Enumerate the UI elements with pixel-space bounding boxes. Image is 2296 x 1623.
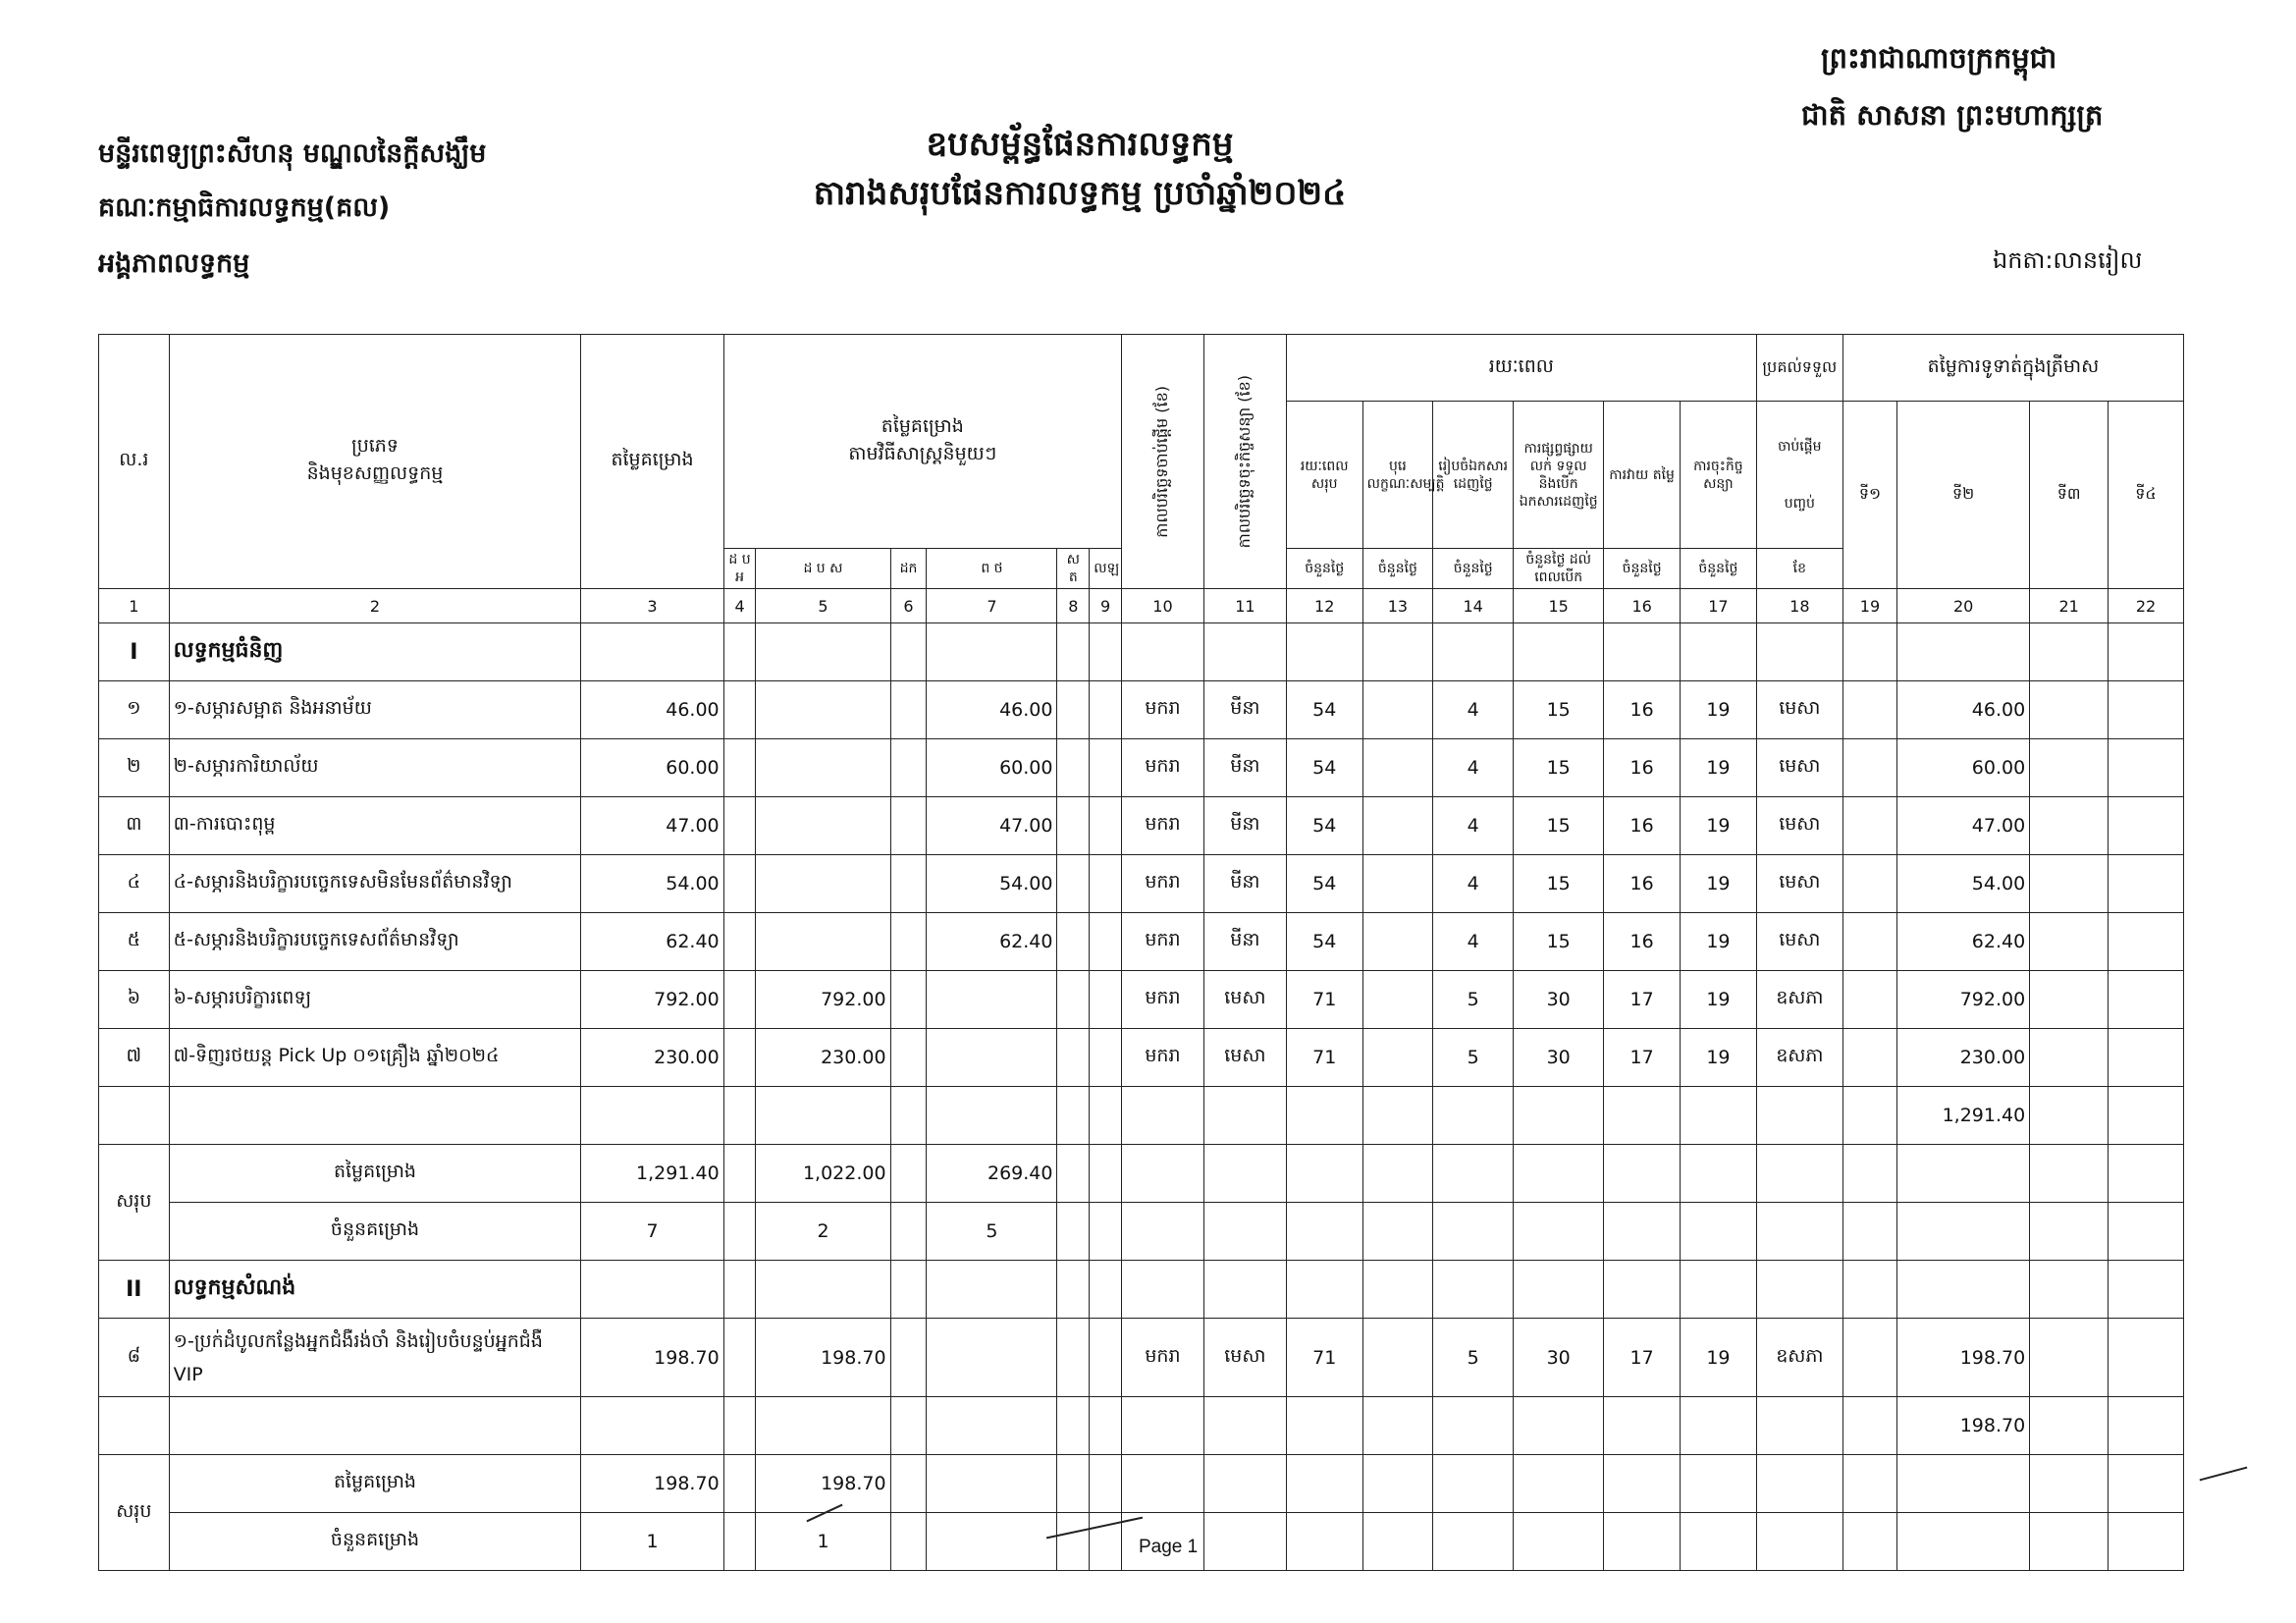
- cell-q2: 230.00: [1897, 1029, 2030, 1087]
- col-receive-start-end: [1756, 402, 1842, 549]
- cell-start: មករា: [1121, 971, 1203, 1029]
- cell-no: ៣: [99, 797, 170, 855]
- cell-q2: 792.00: [1897, 971, 2030, 1029]
- goods-count-total: 7: [581, 1203, 723, 1261]
- col-q3: ទី៣: [2030, 402, 2109, 589]
- cell-contract: មេសា: [1203, 971, 1286, 1029]
- column-number-row: 1 2 3 4 5 6 7 8 9 10 11 12 13 14 15 16 17 18 19 20 21 22: [99, 589, 2184, 623]
- construction-sum-label: សរុប: [99, 1455, 170, 1571]
- construction-total-q2: 198.70: [1897, 1397, 2030, 1455]
- cell-m4: [927, 1029, 1057, 1087]
- goods-sum-m4: 269.40: [927, 1145, 1057, 1203]
- construction-sum-budget: 198.70: [581, 1455, 723, 1513]
- col-budget-by-method: តម្លៃគម្រោង តាមវិធីសាស្ត្រនិមួយៗ: [723, 335, 1121, 549]
- cell-d-sign: 19: [1681, 913, 1757, 971]
- col-budget: តម្លៃគម្រោង: [581, 335, 723, 589]
- cell-budget: 62.40: [581, 913, 723, 971]
- cell-contract: មីនា: [1203, 855, 1286, 913]
- document-subtitle: តារាងសរុបផែនការលទ្ធកម្ម ប្រចាំឆ្នាំ២០២៤: [813, 174, 1347, 213]
- col-no: ល.រ: [99, 335, 170, 589]
- cell-d-open: 30: [1514, 1029, 1604, 1087]
- cell-d-doc: 4: [1433, 855, 1514, 913]
- cell-d-eval: 16: [1604, 681, 1681, 739]
- cell-d-doc: 4: [1433, 913, 1514, 971]
- cell-name: ៦-សម្ភារបរិក្ខារពេទ្យ: [169, 971, 581, 1029]
- col-q2: ទី២: [1897, 402, 2030, 589]
- cell-d-open: 15: [1514, 913, 1604, 971]
- cell-d-total: 54: [1286, 797, 1362, 855]
- cell-d-open: 15: [1514, 855, 1604, 913]
- cell-start: មករា: [1121, 913, 1203, 971]
- cell-d-sign: 19: [1681, 681, 1757, 739]
- procurement-plan-table: [98, 334, 2184, 1571]
- cell-no: ១: [99, 681, 170, 739]
- cell-d-eval: 16: [1604, 913, 1681, 971]
- cell-q2: 47.00: [1897, 797, 2030, 855]
- cell-d-total: 71: [1286, 1029, 1362, 1087]
- goods-count-label: ចំនួនគម្រោង: [169, 1203, 581, 1261]
- cell-d-eval: 16: [1604, 797, 1681, 855]
- cell-budget: 60.00: [581, 739, 723, 797]
- cell-name: ៣-ការបោះពុម្ព: [169, 797, 581, 855]
- cell-m2: 230.00: [756, 1029, 890, 1087]
- cell-receive: មេសា: [1756, 855, 1842, 913]
- cell-d-total: 54: [1286, 855, 1362, 913]
- cell-start: មករា: [1121, 681, 1203, 739]
- cell-contract: មីនា: [1203, 913, 1286, 971]
- col-duration: រយៈពេល: [1286, 335, 1756, 402]
- cell-d-total: 71: [1286, 971, 1362, 1029]
- cell-d-sign: 19: [1681, 855, 1757, 913]
- cell-d-total: 54: [1286, 681, 1362, 739]
- cell-m2: 792.00: [756, 971, 890, 1029]
- col-method-1: ដ ប អ: [723, 549, 756, 589]
- col-method-2: ដ ប ស: [756, 549, 890, 589]
- cell-d-doc: 5: [1433, 971, 1514, 1029]
- cell-name: ៧-ទិញរថយន្ត Pick Up ០១គ្រឿង ឆ្នាំ២០២៤: [169, 1029, 581, 1087]
- goods-item-row: [99, 971, 2184, 1029]
- unit-days: ចំនួនថ្ងៃ: [1362, 549, 1433, 589]
- receive-start: ចាប់ផ្តើម: [1778, 438, 1822, 455]
- cell-q2: 54.00: [1897, 855, 2030, 913]
- goods-item-row: [99, 739, 2184, 797]
- construction-sum-budget-row: [99, 1455, 2184, 1513]
- cell-d-doc: 4: [1433, 739, 1514, 797]
- unit-month: ខែ: [1756, 549, 1842, 589]
- cell-d-eval: 17: [1604, 971, 1681, 1029]
- col-duration-total: រយៈពេលសរុប: [1286, 402, 1362, 549]
- goods-item-row: [99, 1029, 2184, 1087]
- goods-item-row: [99, 681, 2184, 739]
- cell-m2: [756, 681, 890, 739]
- cell-no: ៥: [99, 913, 170, 971]
- cell-d-doc: 5: [1433, 1029, 1514, 1087]
- cell-d-doc: 4: [1433, 681, 1514, 739]
- col-duration-eval: ការវាយ តម្លៃ: [1604, 402, 1681, 549]
- cell-start: មករា: [1121, 739, 1203, 797]
- goods-sum-budget: 1,291.40: [581, 1145, 723, 1203]
- col-duration-sign: ការចុះកិច្ចសន្យា: [1681, 402, 1757, 549]
- cell-m2: [756, 913, 890, 971]
- unit-days: ចំនួនថ្ងៃ: [1681, 549, 1757, 589]
- initial-mark-right: [2200, 1467, 2248, 1482]
- construction-count-total: 1: [581, 1513, 723, 1571]
- cell-start: មករា: [1121, 855, 1203, 913]
- col-quarterly: តម្លៃការទូទាត់ក្នុងត្រីមាស: [1842, 335, 2183, 402]
- cell-contract: មីនា: [1203, 797, 1286, 855]
- construction-count-label: ចំនួនគម្រោង: [169, 1513, 581, 1571]
- goods-sum-label: សរុប: [99, 1145, 170, 1261]
- cell-receive: ឧសភា: [1756, 971, 1842, 1029]
- currency-unit: ឯកតា:លានរៀល: [1993, 246, 2143, 274]
- cell-m2: [756, 855, 890, 913]
- col-method-3: ដក: [890, 549, 927, 589]
- organization-name: មន្ទីរពេទ្យព្រះសីហនុ មណ្ឌលនៃក្តីសង្ឃឹម: [98, 138, 487, 169]
- cell-receive: មេសា: [1756, 739, 1842, 797]
- kingdom-heading: ព្រះរាជាណាចក្រកម្ពុជា: [1821, 41, 2057, 75]
- cell-d-eval: 16: [1604, 855, 1681, 913]
- col-duration-prequal: បុរេលក្ខណៈសម្បត្តិ: [1362, 402, 1433, 549]
- construction-total-row: [99, 1397, 2184, 1455]
- col-method-6: លឡ: [1090, 549, 1122, 589]
- unit-days: ចំនួនថ្ងៃ: [1433, 549, 1514, 589]
- cell-m2: [756, 797, 890, 855]
- goods-item-row: [99, 855, 2184, 913]
- cell-receive: មេសា: [1756, 797, 1842, 855]
- cell-d-sign: 19: [1681, 797, 1757, 855]
- goods-item-row: [99, 797, 2184, 855]
- cell-d-sign: 19: [1681, 739, 1757, 797]
- cell-name: ១-សម្ភារសម្អាត និងអនាម័យ: [169, 681, 581, 739]
- cell-d-eval: 16: [1604, 739, 1681, 797]
- cell-budget: 54.00: [581, 855, 723, 913]
- construction-count-m2: 1: [756, 1513, 890, 1571]
- col-method-5: ស ត: [1057, 549, 1090, 589]
- cell-m2: [756, 739, 890, 797]
- cell-receive: ឧសភា: [1756, 1029, 1842, 1087]
- cell-m4: 46.00: [927, 681, 1057, 739]
- cell-q2: 62.40: [1897, 913, 2030, 971]
- col-duration-docs: រៀបចំឯកសារ ដេញថ្លៃ: [1433, 402, 1514, 549]
- committee-name: គណៈកម្មាធិការលទ្ធកម្ម(គល): [98, 192, 391, 223]
- goods-rows: [99, 681, 2184, 1087]
- col-start-month: កាលបរិច្ឆេទចាប់ផ្តើម (ខែ): [1121, 335, 1203, 589]
- cell-m4: 47.00: [927, 797, 1057, 855]
- cell-contract: មីនា: [1203, 739, 1286, 797]
- section-goods-heading: I លទ្ធកម្មធំនិញ: [99, 623, 2184, 681]
- goods-item-row: [99, 913, 2184, 971]
- cell-d-sign: 19: [1681, 1029, 1757, 1087]
- col-duration-open: ការផ្សព្វផ្សាយ លក់ ទទួល និងបើក ឯកសារដេញថ្លៃ: [1514, 402, 1604, 549]
- goods-budget-label: តម្លៃគម្រោង: [169, 1145, 581, 1203]
- cell-name: ៤-សម្ភារនិងបរិក្ខារបច្ចេកទេសមិនមែនព័ត៌មានវិទ្យា: [169, 855, 581, 913]
- cell-d-doc: 4: [1433, 797, 1514, 855]
- receive-end: បញ្ចប់: [1784, 495, 1815, 512]
- national-motto: ជាតិ សាសនា ព្រះមហាក្សត្រ: [1801, 98, 2104, 132]
- cell-budget: 46.00: [581, 681, 723, 739]
- procurement-unit: អង្គភាពលទ្ធកម្ម: [98, 248, 250, 279]
- cell-budget: 47.00: [581, 797, 723, 855]
- cell-q2: 60.00: [1897, 739, 2030, 797]
- cell-name: ៥-សម្ភារនិងបរិក្ខារបច្ចេកទេសព័ត៌មានវិទ្យា: [169, 913, 581, 971]
- goods-sum-budget-row: [99, 1145, 2184, 1203]
- cell-contract: មីនា: [1203, 681, 1286, 739]
- unit-days-to-open: ចំនួនថ្ងៃ ដល់ពេលបើក: [1514, 549, 1604, 589]
- construction-item-row: ៨ ១-ប្រក់ដំបូលកន្លែងអ្នកជំងឺរង់ចាំ និងរៀបចំបន្ទប់អ្នកជំងឺ VIP 198.70 198.70 មករា មេសា 71 5 30 17 19 ឧសភា 198.70: [99, 1319, 2184, 1397]
- goods-sum-m2: 1,022.00: [756, 1145, 890, 1203]
- cell-receive: មេសា: [1756, 913, 1842, 971]
- cell-d-open: 15: [1514, 797, 1604, 855]
- goods-total-q2: 1,291.40: [1897, 1087, 2030, 1145]
- cell-receive: មេសា: [1756, 681, 1842, 739]
- cell-d-eval: 17: [1604, 1029, 1681, 1087]
- goods-count-m4: 5: [927, 1203, 1057, 1261]
- document-title: ឧបសម្ព័ន្ធផែនការលទ្ធកម្ម: [926, 125, 1234, 164]
- cell-name: ២-សម្ភារការិយាល័យ: [169, 739, 581, 797]
- goods-grand-total-row: [99, 1087, 2184, 1145]
- cell-no: ៦: [99, 971, 170, 1029]
- unit-days: ចំនួនថ្ងៃ: [1286, 549, 1362, 589]
- col-receive: ប្រគល់ទទួល: [1756, 335, 1842, 402]
- cell-contract: មេសា: [1203, 1029, 1286, 1087]
- cell-d-total: 54: [1286, 913, 1362, 971]
- cell-m4: 60.00: [927, 739, 1057, 797]
- goods-count-m2: 2: [756, 1203, 890, 1261]
- col-q1: ទី១: [1842, 402, 1896, 589]
- page-number: Page 1: [1139, 1537, 1199, 1557]
- cell-no: ៤: [99, 855, 170, 913]
- cell-start: មករា: [1121, 797, 1203, 855]
- cell-no: ៧: [99, 1029, 170, 1087]
- col-method-4: ព ថ: [927, 549, 1057, 589]
- col-type: ប្រភេទ និងមុខសញ្ញលទ្ធកម្ម: [169, 335, 581, 589]
- cell-m4: 62.40: [927, 913, 1057, 971]
- col-q4: ទី៤: [2109, 402, 2184, 589]
- cell-d-open: 15: [1514, 739, 1604, 797]
- cell-d-sign: 19: [1681, 971, 1757, 1029]
- section-construction-heading: II លទ្ធកម្មសំណង់: [99, 1261, 2184, 1319]
- cell-d-open: 30: [1514, 971, 1604, 1029]
- cell-budget: 230.00: [581, 1029, 723, 1087]
- construction-sum-m2: 198.70: [756, 1455, 890, 1513]
- cell-m4: [927, 971, 1057, 1029]
- cell-m4: 54.00: [927, 855, 1057, 913]
- unit-days: ចំនួនថ្ងៃ: [1604, 549, 1681, 589]
- cell-budget: 792.00: [581, 971, 723, 1029]
- goods-count-row: [99, 1203, 2184, 1261]
- cell-start: មករា: [1121, 1029, 1203, 1087]
- col-contract-month: កាលបរិច្ឆេទចុះកិច្ចសន្យា (ខែ): [1203, 335, 1286, 589]
- cell-no: ២: [99, 739, 170, 797]
- cell-q2: 46.00: [1897, 681, 2030, 739]
- construction-budget-label: តម្លៃគម្រោង: [169, 1455, 581, 1513]
- cell-d-total: 54: [1286, 739, 1362, 797]
- cell-d-open: 15: [1514, 681, 1604, 739]
